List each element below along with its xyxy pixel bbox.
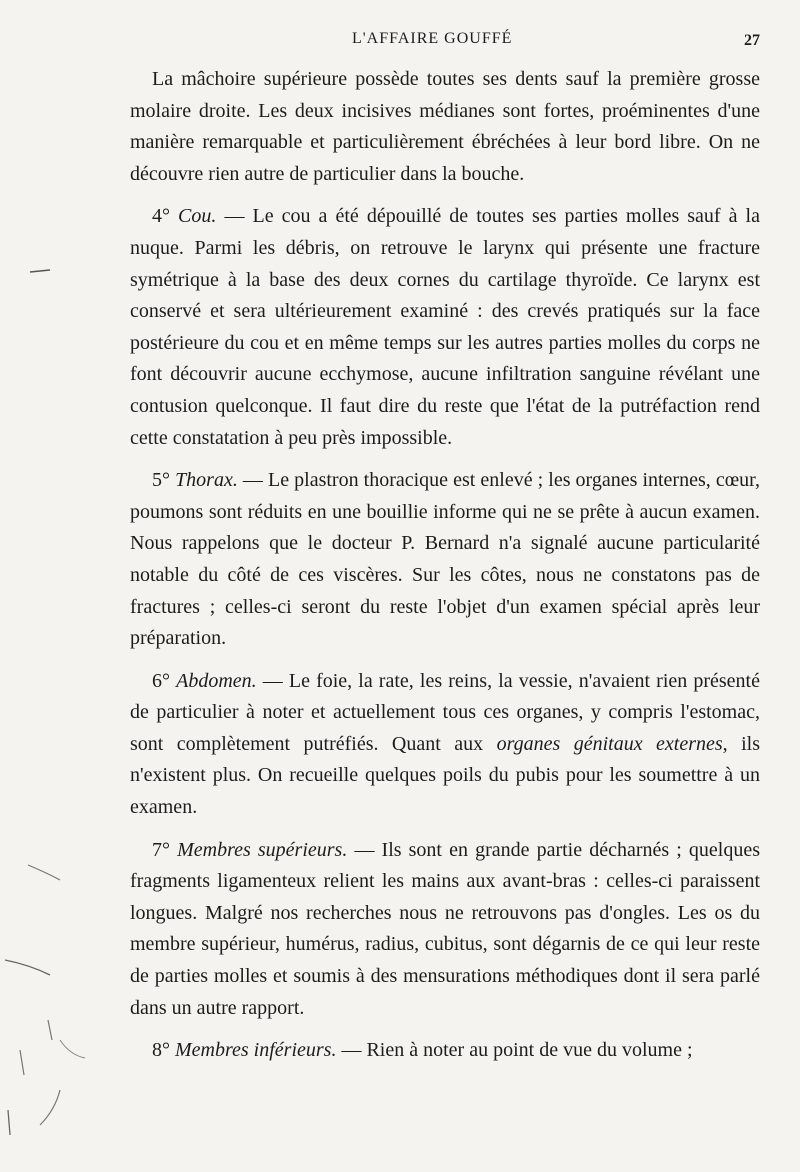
text-run: 8°	[152, 1039, 175, 1062]
italic-heading: Membres inférieurs.	[175, 1039, 337, 1062]
paragraph	[130, 465, 760, 655]
paragraph	[130, 1035, 760, 1067]
text-run: — Le foie, la rate, les reins, la vessie, n'avaient rien présenté de particulier à noter et actuellement tous ces organes, y compris l'estomac, sont complètement putréfiés. Quant aux	[130, 669, 760, 755]
text-run: 6°	[152, 669, 177, 692]
body-text	[130, 64, 760, 1078]
text-run: , ils n'existent plus. On recueille quelques poils du pubis pour les soumettre à un examen.	[130, 732, 760, 819]
italic-heading: organes génitaux externes	[496, 732, 723, 755]
page-header	[130, 30, 760, 54]
italic-heading: Membres supérieurs.	[177, 838, 348, 861]
running-title: L'AFFAIRE GOUFFÉ	[352, 30, 513, 47]
text-run: — Ils sont en grande partie décharnés ; quelques fragments ligamenteux relient les mains aux avant-bras : celles-ci paraissent longues. Malgré nos recherches nous ne retrouvons pas d'ongles. Les os du membre supérieur, humérus, radius, cubitus, sont dégarnis de ce qui leur reste de parties molles et soumis à des mensurations méthodiques dont il sera parlé dans un autre rapport.	[130, 838, 761, 1019]
paragraph	[130, 835, 760, 1025]
text-run: — Le plastron thoracique est enlevé ; les organes internes, cœur, poumons sont réduits en une bouillie informe qui ne se prête à aucun examen. Nous rappelons que le docteur P. Bernard n'a signalé aucune particularité notable du côté de ces viscères. Sur les côtes, nous ne constatons pas de fractures ; celles-ci seront du reste l'objet d'un examen spécial après leur préparation.	[130, 469, 760, 650]
text-run: — Rien à noter au point de vue du volume ;	[336, 1039, 693, 1062]
paragraph	[130, 666, 760, 824]
text-run: 4°	[152, 205, 179, 228]
paragraph	[130, 64, 760, 190]
margin-pencil-marks	[0, 0, 110, 1172]
italic-heading: Thorax.	[175, 469, 238, 492]
italic-heading: Cou.	[178, 205, 217, 228]
text-run: — Le cou a été dépouillé de toutes ses parties molles sauf à la nuque. Parmi les débris, on retrouve le larynx qui présente une fracture symétrique à la base des deux cornes du cartilage thyroïde. Ce larynx est conservé et sera ultérieurement examiné : des crevés pratiqués sur la face postérieure du cou et en même temps sur les autres parties molles du corps ne font découvrir aucune ecchymose, aucune infiltration sanguine révélant une contusion quelconque. Il faut dire du reste que l'état de la putréfaction rend cette constatation à peu près impossible.	[130, 205, 760, 449]
page-number: 27	[744, 32, 760, 49]
text-run: 7°	[152, 838, 178, 861]
italic-heading: Abdomen.	[176, 669, 257, 692]
text-run: La mâchoire supérieure possède toutes ses dents sauf la première grosse molaire droite. Les deux incisives médianes sont fortes, proéminentes d'une manière remarquable et particulièrement ébréchées à leur bord libre. On ne découvre rien autre de particulier dans la bouche.	[130, 68, 760, 185]
text-run: 5°	[152, 469, 176, 492]
paragraph	[130, 201, 760, 454]
